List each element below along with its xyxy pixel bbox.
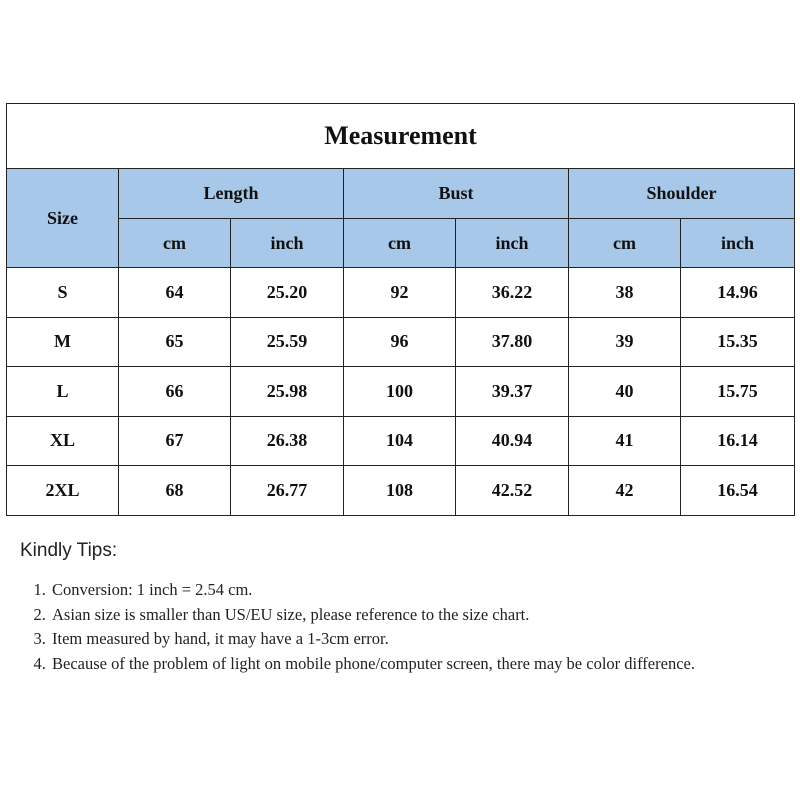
value-cell: 64 xyxy=(119,268,231,318)
value-cell: 26.38 xyxy=(231,416,344,466)
value-cell: 16.54 xyxy=(681,466,795,516)
unit-header: inch xyxy=(231,219,344,268)
size-table xyxy=(6,103,795,516)
value-cell: 15.35 xyxy=(681,317,795,367)
size-cell: XL xyxy=(7,416,119,466)
value-cell: 36.22 xyxy=(456,268,569,318)
value-cell: 15.75 xyxy=(681,367,795,417)
value-cell: 14.96 xyxy=(681,268,795,318)
value-cell: 65 xyxy=(119,317,231,367)
kindly-tips xyxy=(20,540,780,676)
shoulder-header: Shoulder xyxy=(569,169,795,219)
value-cell: 25.20 xyxy=(231,268,344,318)
value-cell: 41 xyxy=(569,416,681,466)
size-chart xyxy=(6,103,794,516)
value-cell: 16.14 xyxy=(681,416,795,466)
table-row xyxy=(7,317,795,367)
length-header: Length xyxy=(119,169,344,219)
size-cell: L xyxy=(7,367,119,417)
value-cell: 39 xyxy=(569,317,681,367)
size-cell: M xyxy=(7,317,119,367)
size-header: Size xyxy=(7,169,119,268)
unit-header: cm xyxy=(569,219,681,268)
value-cell: 25.59 xyxy=(231,317,344,367)
tips-title: Kindly Tips: xyxy=(20,540,118,561)
value-cell: 42 xyxy=(569,466,681,516)
value-cell: 40 xyxy=(569,367,681,417)
unit-header: cm xyxy=(119,219,231,268)
table-row xyxy=(7,466,795,516)
value-cell: 100 xyxy=(344,367,456,417)
tip-item: 2. Asian size is smaller than US/EU size, please reference to the size chart. xyxy=(50,603,780,628)
value-cell: 42.52 xyxy=(456,466,569,516)
value-cell: 39.37 xyxy=(456,367,569,417)
value-cell: 67 xyxy=(119,416,231,466)
table-title: Measurement xyxy=(7,104,795,169)
value-cell: 108 xyxy=(344,466,456,516)
table-row xyxy=(7,416,795,466)
bust-header: Bust xyxy=(344,169,569,219)
table-row xyxy=(7,367,795,417)
tip-item: 4. Because of the problem of light on mobile phone/computer screen, there may be color difference. xyxy=(50,652,780,677)
value-cell: 68 xyxy=(119,466,231,516)
value-cell: 92 xyxy=(344,268,456,318)
tip-item: 1. Conversion: 1 inch = 2.54 cm. xyxy=(50,578,780,603)
size-cell: S xyxy=(7,268,119,318)
size-cell: 2XL xyxy=(7,466,119,516)
value-cell: 38 xyxy=(569,268,681,318)
value-cell: 40.94 xyxy=(456,416,569,466)
value-cell: 25.98 xyxy=(231,367,344,417)
value-cell: 104 xyxy=(344,416,456,466)
value-cell: 26.77 xyxy=(231,466,344,516)
value-cell: 96 xyxy=(344,317,456,367)
unit-header: cm xyxy=(344,219,456,268)
unit-header: inch xyxy=(456,219,569,268)
value-cell: 37.80 xyxy=(456,317,569,367)
tips-list xyxy=(20,578,780,676)
table-row xyxy=(7,268,795,318)
tip-item: 3. Item measured by hand, it may have a 1-3cm error. xyxy=(50,627,780,652)
value-cell: 66 xyxy=(119,367,231,417)
unit-header: inch xyxy=(681,219,795,268)
